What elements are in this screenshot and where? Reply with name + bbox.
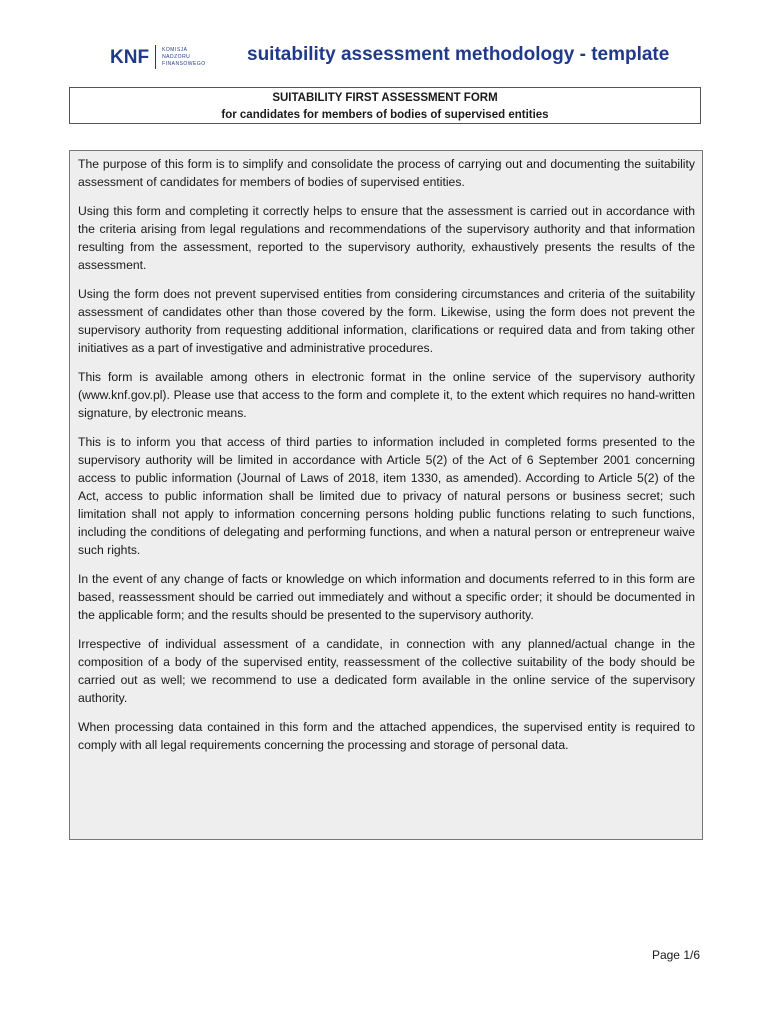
paragraph-correct-use: Using this form and completing it correctly helps to ensure that the assessment is carried out in accordance with the criteria arising from legal regulations and recommendations of the supervisory authority and that information resulting from the assessment, reported to the supervisory authority, exhaustively presents the results of the assessment. [78,204,695,272]
logo-line-1: KOMISJA [162,46,188,53]
paragraph-data-processing: When processing data contained in this form and the attached appendices, the supervised entity is required to comply with all legal requirements concerning the processing and storage of personal data. [78,720,695,752]
logo-line-3: FINANSOWEGO [162,60,206,67]
paragraph-reassessment: In the event of any change of facts or knowledge on which information and documents referred to in this form are based, reassessment should be carried out immediately and without a specific order; it should be documented in the applicable form; and the results should be presented to the supervisory authority. [78,572,695,622]
paragraph-collective-suitability: Irrespective of individual assessment of a candidate, in connection with any planned/actual change in the composition of a body of the supervised entity, reassessment of the collective suitability of the body should be carried out as well; we recommend to use a dedicated form available in the online service of the supervisory authority. [78,637,695,705]
logo-mark: KNF [110,46,150,68]
form-title-line-1: SUITABILITY FIRST ASSESSMENT FORM [272,92,498,104]
paragraph-third-party-access: This is to inform you that access of third parties to information included in completed forms presented to the supervisory authority will be limited in accordance with Article 5(2) of the Act of 6 September 2001 concerning access to public information (Journal of Laws of 2018, item 1330, as amended). According to Article 5(2) of the Act, access to public information shall be limited due to privacy of natural persons or business secret; such limitation shall not apply to information concerning persons holding public functions relating to such functions, including the conditions of delegating and performing functions, and when a natural person or entrepreneur waive such rights. [78,435,695,557]
header-title: suitability assessment methodology - template [247,44,670,65]
introduction-panel [69,150,703,840]
logo-text [162,47,206,68]
knf-logo [110,44,206,70]
paragraph-additional-criteria: Using the form does not prevent supervised entities from considering circumstances and criteria of the suitability assessment of candidates other than those covered by the form. Likewise, using the form does not prevent the supervisory authority from requesting additional information, clarifications or required data and from taking other initiatives as a part of investigative and administrative procedures. [78,287,695,355]
logo-separator [155,45,156,69]
form-title-line-2: for candidates for members of bodies of supervised entities [221,109,549,121]
page-number: Page 1/6 [651,948,700,962]
form-title-box [69,87,701,124]
logo-line-2: NADZORU [162,53,191,60]
paragraph-electronic-format: This form is available among others in electronic format in the online service of the supervisory authority (www.knf.gov.pl). Please use that access to the form and complete it, to the extent which requires no hand-written signature, by electronic means. [78,370,695,420]
document-header [110,42,710,72]
paragraph-purpose: The purpose of this form is to simplify and consolidate the process of carrying out and documenting the suitability assessment of candidates for members of bodies of supervised entities. [78,157,695,189]
